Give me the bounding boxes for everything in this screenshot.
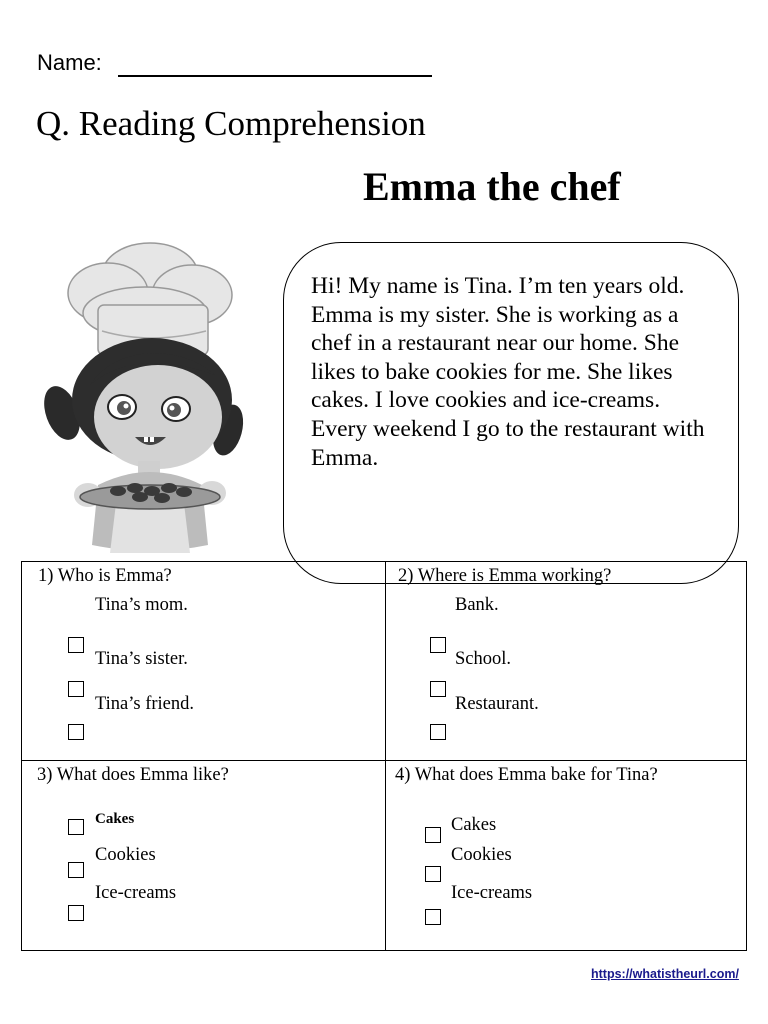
name-label: Name: [37, 50, 102, 75]
question-1-option-1: Tina’s mom. [95, 595, 188, 615]
question-3-prompt: 3) What does Emma like? [37, 765, 229, 785]
question-4-checkbox-2[interactable] [425, 866, 441, 882]
question-4-option-3: Ice-creams [451, 883, 533, 903]
question-3-option-3: Ice-creams [95, 883, 177, 903]
question-1-checkbox-2[interactable] [68, 681, 84, 697]
question-3-option-1: Cakes [95, 811, 135, 827]
question-3-checkbox-2[interactable] [68, 862, 84, 878]
question-1-option-2: Tina’s sister. [95, 649, 188, 669]
table-divider-horizontal [21, 760, 747, 761]
question-3-checkbox-1[interactable] [68, 819, 84, 835]
story-title: Emma the chef [363, 164, 621, 209]
question-1-option-3: Tina’s friend. [95, 694, 195, 714]
question-2-prompt: 2) Where is Emma working? [398, 566, 612, 586]
question-3-checkbox-3[interactable] [68, 905, 84, 921]
question-2-option-1: Bank. [455, 595, 499, 615]
question-4-checkbox-3[interactable] [425, 909, 441, 925]
name-blank-line[interactable] [118, 75, 432, 77]
question-2-checkbox-1[interactable] [430, 637, 446, 653]
question-1-prompt: 1) Who is Emma? [38, 566, 172, 586]
question-1-checkbox-3[interactable] [68, 724, 84, 740]
table-divider-vertical [385, 561, 386, 951]
question-4-prompt: 4) What does Emma bake for Tina? [395, 765, 658, 785]
question-4-option-2: Cookies [451, 845, 512, 865]
question-2-checkbox-2[interactable] [430, 681, 446, 697]
question-3-option-2: Cookies [95, 845, 156, 865]
question-2-option-3: Restaurant. [455, 694, 539, 714]
question-2-option-2: School. [455, 649, 512, 669]
girl-chef-illustration [40, 235, 260, 555]
question-4-option-1: Cakes [451, 815, 497, 835]
question-1-checkbox-1[interactable] [68, 637, 84, 653]
worksheet-heading: Q. Reading Comprehension [36, 104, 426, 143]
story-text: Hi! My name is Tina. I’m ten years old. Emma is my sister. She is working as a chef in a restaurant near our home. She likes to bake cookies for me. She likes cakes. I love cookies and ice-creams. Every weekend I go to the restaurant with Emma. [311, 273, 705, 471]
question-2-checkbox-3[interactable] [430, 724, 446, 740]
footer-url-link[interactable]: https://whatistheurl.com/ [591, 967, 739, 981]
question-4-checkbox-1[interactable] [425, 827, 441, 843]
